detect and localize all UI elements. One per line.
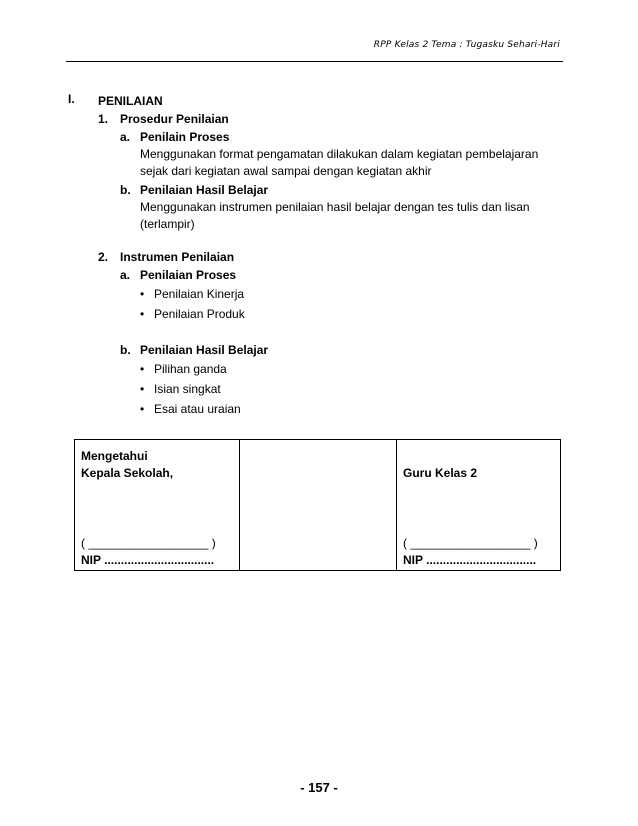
list-item <box>98 359 563 379</box>
bullet-text: Esai atau uraian <box>154 402 241 416</box>
section-title: PENILAIAN <box>98 94 163 108</box>
procedure-item-a-text <box>98 146 563 180</box>
document-body <box>98 92 563 419</box>
procedure-title: Prosedur Penilaian <box>120 112 229 126</box>
procedure-item-b-letter: b. <box>120 183 131 197</box>
list-item <box>98 304 563 324</box>
instrument-number: 2. <box>98 250 109 264</box>
spacer <box>98 234 563 248</box>
procedure-item-a-heading <box>98 128 563 146</box>
procedure-item-b-heading <box>98 181 563 199</box>
principal-acknowledge-label: Mengetahui <box>81 449 148 463</box>
instrument-group-a-title: Penilaian Proses <box>140 268 237 282</box>
principal-name-blank: ( __________________ ) <box>81 536 216 550</box>
spacer <box>98 324 563 341</box>
instrument-group-a-heading <box>98 266 563 284</box>
instrument-group-b-heading <box>98 341 563 359</box>
principal-nip: NIP ................................. <box>81 553 215 567</box>
paragraph-line: Menggunakan instrumen penilaian hasil belajar dengan tes tulis dan lisan <box>140 200 530 214</box>
bullet-icon: • <box>140 382 145 396</box>
paragraph-line: Menggunakan format pengamatan dilakukan dalam kegiatan pembelajaran <box>140 147 539 161</box>
section-number: I. <box>68 92 75 106</box>
procedure-item-b-text <box>98 199 563 233</box>
header-rule <box>66 61 563 62</box>
procedure-heading <box>98 110 563 128</box>
instrument-group-b-title: Penilaian Hasil Belajar <box>140 343 269 357</box>
list-item <box>98 379 563 399</box>
procedure-number: 1. <box>98 112 109 126</box>
paragraph-line: (terlampir) <box>140 217 195 231</box>
bullet-icon: • <box>140 307 145 321</box>
instrument-title: Instrumen Penilaian <box>120 250 235 264</box>
bullet-text: Penilaian Kinerja <box>154 287 245 301</box>
procedure-item-b-title: Penilaian Hasil Belajar <box>140 183 269 197</box>
list-item <box>98 284 563 304</box>
bullet-icon: • <box>140 362 145 376</box>
procedure-item-a-letter: a. <box>120 130 131 144</box>
procedure-item-a-title: Penilain Proses <box>140 130 230 144</box>
bullet-text: Pilihan ganda <box>154 362 227 376</box>
signature-cell-teacher <box>397 440 560 570</box>
teacher-name-blank: ( __________________ ) <box>403 536 538 550</box>
bullet-icon: • <box>140 287 145 301</box>
signature-cell-empty <box>240 440 397 570</box>
signature-cell-principal <box>75 440 240 570</box>
teacher-nip: NIP ................................. <box>403 553 537 567</box>
bullet-text: Isian singkat <box>154 382 221 396</box>
paragraph-line: sejak dari kegiatan awal sampai dengan kegiatan akhir <box>140 164 432 178</box>
page-number: - 157 - <box>300 780 338 795</box>
instrument-group-a-letter: a. <box>120 268 131 282</box>
list-item <box>98 399 563 419</box>
teacher-title: Guru Kelas 2 <box>403 466 478 480</box>
running-header: RPP Kelas 2 Tema : Tugasku Sehari-Hari <box>373 40 560 50</box>
instrument-group-b-letter: b. <box>120 343 131 357</box>
principal-title: Kepala Sekolah, <box>81 466 174 480</box>
bullet-text: Penilaian Produk <box>154 307 245 321</box>
bullet-icon: • <box>140 402 145 416</box>
signature-table <box>74 439 561 571</box>
instrument-heading <box>98 248 563 266</box>
